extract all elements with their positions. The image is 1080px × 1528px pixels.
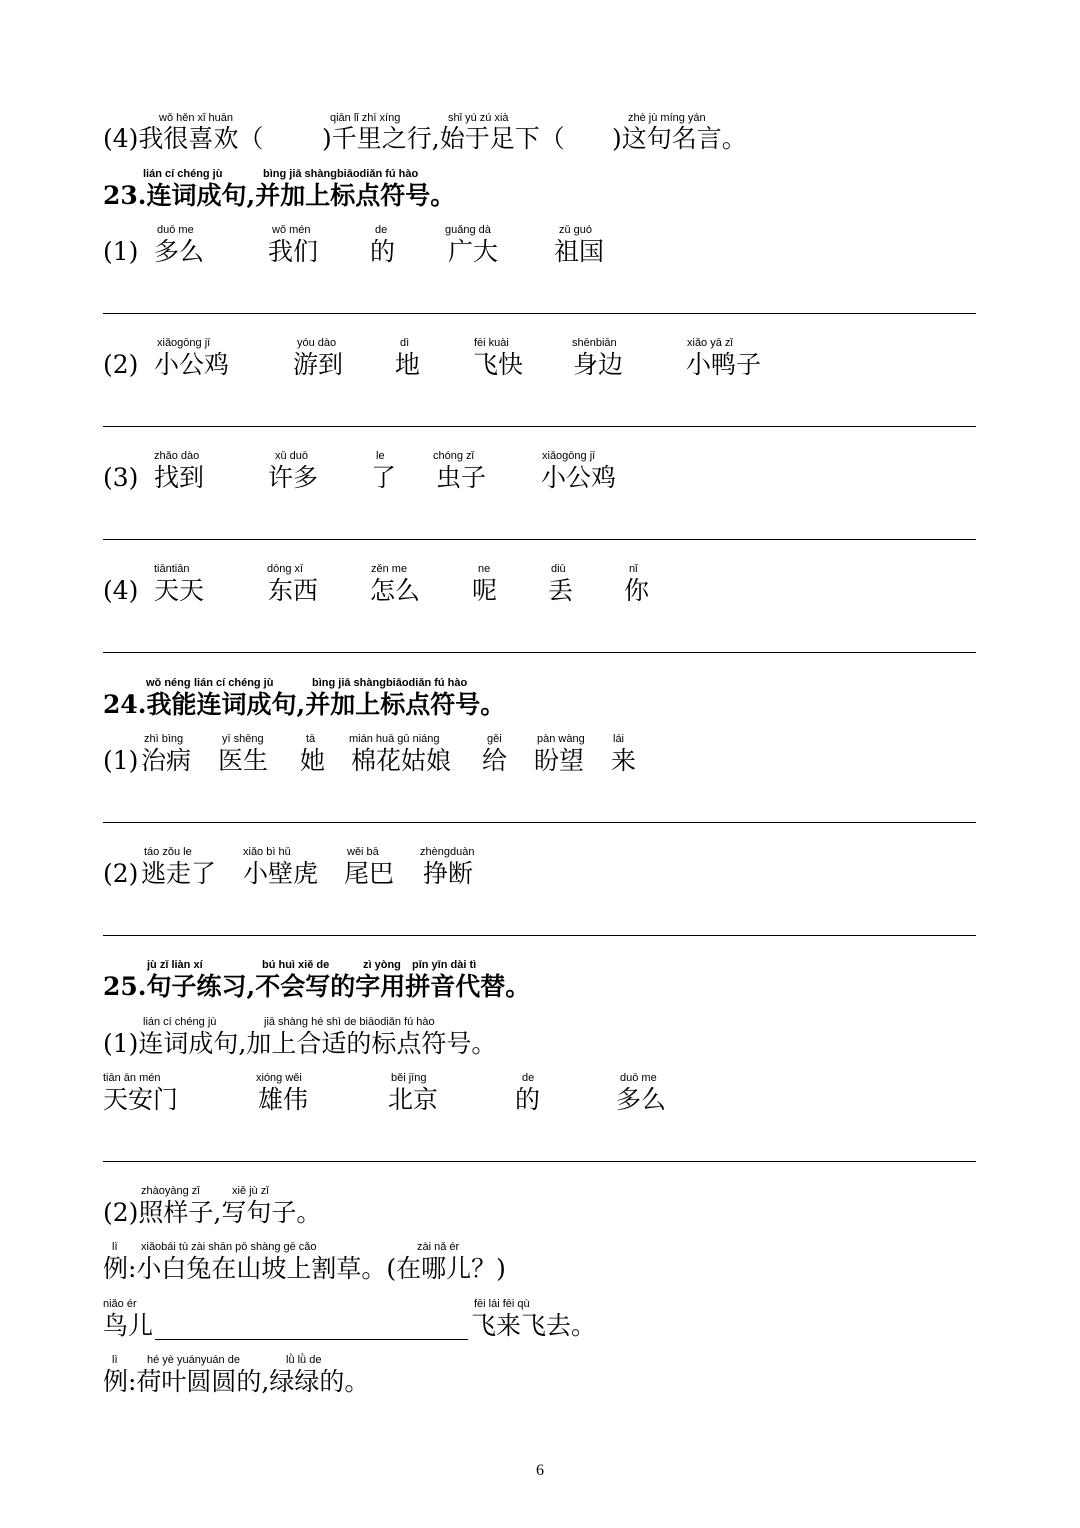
word: 虫子: [436, 463, 487, 492]
word: 许多: [268, 463, 319, 492]
pinyin: jù zǐ liàn xí: [147, 959, 203, 971]
item-number: (1): [103, 237, 139, 266]
answer-line[interactable]: [103, 426, 976, 427]
word: 怎么: [370, 576, 421, 605]
pinyin: fēi kuài: [474, 337, 509, 349]
pinyin: tiāntiān: [154, 563, 190, 575]
pinyin: xióng wěi: [256, 1072, 302, 1084]
word: 天安门: [103, 1085, 179, 1114]
pinyin: běi jīng: [391, 1072, 427, 1084]
pinyin: bìng jiā shàngbiāodiǎn fú hào: [312, 677, 468, 689]
pinyin: xiǎobái tù zài shān pō shàng gē cǎo: [141, 1241, 317, 1253]
q25-sub1-instruction: (1)连词成句,加上合适的标点符号。: [103, 1029, 497, 1058]
word: 北京: [388, 1085, 439, 1114]
q22-4-text-c: )这句名言。: [612, 124, 747, 153]
word: 了: [371, 463, 397, 492]
pinyin: tiān ān mén: [103, 1072, 161, 1084]
word: 的: [370, 237, 396, 266]
answer-line[interactable]: [103, 652, 976, 653]
pinyin: yóu dào: [297, 337, 337, 349]
pinyin: lái: [613, 733, 625, 745]
pinyin: pīn yīn dài tì: [412, 959, 477, 971]
pinyin: yī shēng: [222, 733, 264, 745]
word: 小壁虎: [243, 859, 319, 888]
q22-4-text-b: )千里之行,始于足下（: [322, 124, 565, 153]
word: 丢: [548, 576, 574, 605]
pinyin: zhèngduàn: [420, 846, 475, 858]
pinyin: zài nǎ ér: [417, 1241, 460, 1253]
pinyin: xiǎo bì hǔ: [243, 846, 291, 858]
pinyin: qiān lǐ zhī xíng: [330, 112, 401, 124]
word: 身边: [573, 350, 624, 379]
pinyin: de: [522, 1072, 535, 1084]
item-number: (3): [103, 463, 139, 492]
pinyin: diū: [551, 563, 566, 575]
pinyin: zhì bìng: [144, 733, 184, 745]
pinyin: le: [376, 450, 385, 462]
word: 治病: [141, 746, 192, 775]
pinyin: bìng jiā shàngbiāodiǎn fú hào: [263, 168, 419, 180]
pinyin: xǔ duō: [275, 450, 309, 462]
pinyin: lián cí chéng jù: [143, 168, 223, 180]
word: 医生: [218, 746, 269, 775]
answer-line[interactable]: [103, 539, 976, 540]
word: 棉花姑娘: [351, 746, 452, 775]
pinyin: gěi: [487, 733, 502, 745]
pinyin: xiǎo yā zǐ: [687, 337, 733, 349]
item-number: (2): [103, 350, 139, 379]
pinyin: wǒ hěn xǐ huān: [159, 112, 233, 124]
word: 雄伟: [258, 1085, 309, 1114]
pinyin: wǒ néng: [146, 677, 191, 689]
pinyin: hé yè yuányuán de: [147, 1354, 240, 1366]
pinyin: fēi lái fēi qù: [474, 1298, 530, 1310]
pinyin: pàn wàng: [537, 733, 585, 745]
pinyin: zhǎo dào: [154, 450, 200, 462]
word: 挣断: [423, 859, 474, 888]
word: 小鸭子: [686, 350, 762, 379]
pinyin: lián cí chéng jù: [194, 677, 274, 689]
example-1-text: 例:小白兔在山坡上割草。(在哪儿？): [103, 1254, 506, 1283]
word: 东西: [268, 576, 319, 605]
word: 你: [624, 576, 650, 605]
word: 盼望: [534, 746, 585, 775]
word: 给: [482, 746, 508, 775]
q22-4-text-a: (4)我很喜欢（: [103, 124, 264, 153]
pinyin: dì: [400, 337, 410, 349]
pinyin: duō me: [620, 1072, 657, 1084]
pinyin: jiā shàng hé shì de biāodiǎn fú hào: [264, 1016, 435, 1028]
word: 游到: [293, 350, 344, 379]
fill-end: 飞来飞去。: [471, 1311, 597, 1340]
pinyin: zěn me: [371, 563, 408, 575]
word: 小公鸡: [154, 350, 230, 379]
pinyin: mián huā gū niáng: [349, 733, 440, 745]
pinyin: xiě jù zǐ: [232, 1185, 269, 1197]
answer-line[interactable]: [103, 935, 976, 936]
pinyin: bú huì xiě de: [262, 959, 330, 971]
word: 多么: [616, 1085, 667, 1114]
pinyin: chóng zǐ: [433, 450, 474, 462]
word: 找到: [154, 463, 205, 492]
pinyin: zǔ guó: [559, 224, 593, 236]
item-number: (2): [103, 859, 139, 888]
word: 小公鸡: [541, 463, 617, 492]
pinyin: ne: [478, 563, 491, 575]
pinyin: lián cí chéng jù: [143, 1016, 217, 1028]
page-number: 6: [536, 1462, 544, 1479]
word: 祖国: [554, 237, 605, 266]
pinyin: zì yòng: [363, 959, 401, 971]
word: 地: [395, 350, 421, 379]
q23-heading: 23.连词成句,并加上标点符号。: [103, 181, 456, 210]
pinyin: xiǎogōng jī: [157, 337, 211, 349]
pinyin: wǒ mén: [272, 224, 311, 236]
pinyin: lì: [112, 1354, 118, 1366]
pinyin: xiǎogōng jī: [542, 450, 596, 462]
answer-line[interactable]: [103, 313, 976, 314]
pinyin: guǎng dà: [445, 224, 491, 236]
word: 的: [515, 1085, 541, 1114]
pinyin: shǐ yú zú xià: [448, 112, 509, 124]
q25-heading: 25.句子练习,不会写的字用拼音代替。: [103, 972, 531, 1001]
answer-line[interactable]: [103, 1161, 976, 1162]
pinyin: duō me: [157, 224, 194, 236]
example-2-text: 例:荷叶圆圆的,绿绿的。: [103, 1367, 370, 1396]
word: 尾巴: [344, 859, 395, 888]
fill-start: 鸟儿: [103, 1311, 154, 1340]
word: 广大: [448, 237, 499, 266]
word: 飞快: [473, 350, 524, 379]
pinyin: dōng xī: [267, 563, 304, 575]
pinyin: zhàoyàng zǐ: [141, 1185, 200, 1197]
word: 逃走了: [141, 859, 217, 888]
pinyin: zhè jù míng yán: [628, 112, 706, 124]
pinyin: nǐ: [629, 563, 638, 575]
pinyin: lǜ lǜ de: [286, 1354, 322, 1366]
pinyin: lì: [112, 1241, 118, 1253]
pinyin: shēnbiān: [572, 337, 617, 349]
word: 她: [300, 746, 326, 775]
word: 来: [611, 746, 637, 775]
q25-sub2-instruction: (2)照样子,写句子。: [103, 1198, 322, 1227]
pinyin: niǎo ér: [103, 1298, 137, 1310]
q24-heading: 24.我能连词成句,并加上标点符号。: [103, 690, 506, 719]
word: 我们: [268, 237, 319, 266]
fill-blank[interactable]: [155, 1339, 468, 1340]
answer-line[interactable]: [103, 822, 976, 823]
pinyin: wěi bā: [347, 846, 379, 858]
word: 多么: [154, 237, 205, 266]
pinyin: táo zǒu le: [144, 846, 192, 858]
word: 天天: [154, 576, 205, 605]
pinyin: tā: [306, 733, 316, 745]
pinyin: de: [375, 224, 388, 236]
item-number: (1): [103, 746, 139, 775]
word: 呢: [472, 576, 498, 605]
item-number: (4): [103, 576, 139, 605]
